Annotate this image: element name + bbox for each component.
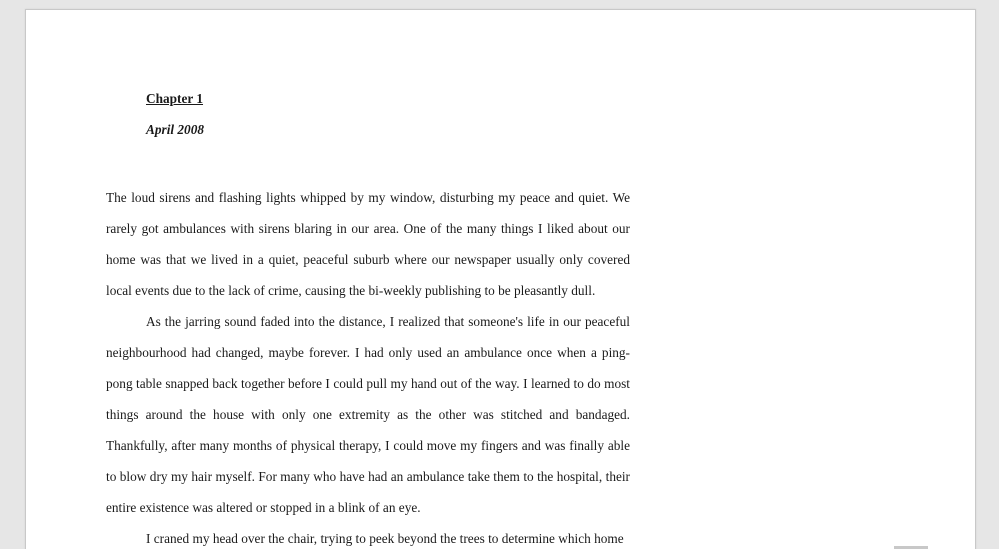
chapter-date: April 2008 <box>146 122 204 137</box>
paragraph: As the jarring sound faded into the distance, I realized that someone's life in our peaceful neighbourhood had changed, maybe forever. I had only used an ambulance once when a ping-pong table snapped back together before I could pull my hand out of the way. I learned to do most things around the house with only one extremity as the other was stitched and bandaged. Thankfully, after many months of physical therapy, I could move my fingers and was finally able to blow dry my hair myself. For many who have had an ambulance take them to the hospital, their entire existence was altered or stopped in a blink of an eye. <box>106 314 630 515</box>
paragraph: The loud sirens and flashing lights whipped by my window, disturbing my peace and quiet. We rarely got ambulances with sirens blaring in our area. One of the many things I liked about our home was that we lived in a quiet, peaceful suburb where our newspaper usually only covered local events due to the lack of crime, causing the bi-weekly publishing to be pleasantly dull. <box>106 190 630 298</box>
chapter-title: Chapter 1 <box>146 91 204 106</box>
document-body[interactable] <box>106 182 630 549</box>
document-page[interactable] <box>25 9 976 549</box>
paragraph: I craned my head over the chair, trying to peek beyond the trees to determine which home <box>146 531 624 546</box>
